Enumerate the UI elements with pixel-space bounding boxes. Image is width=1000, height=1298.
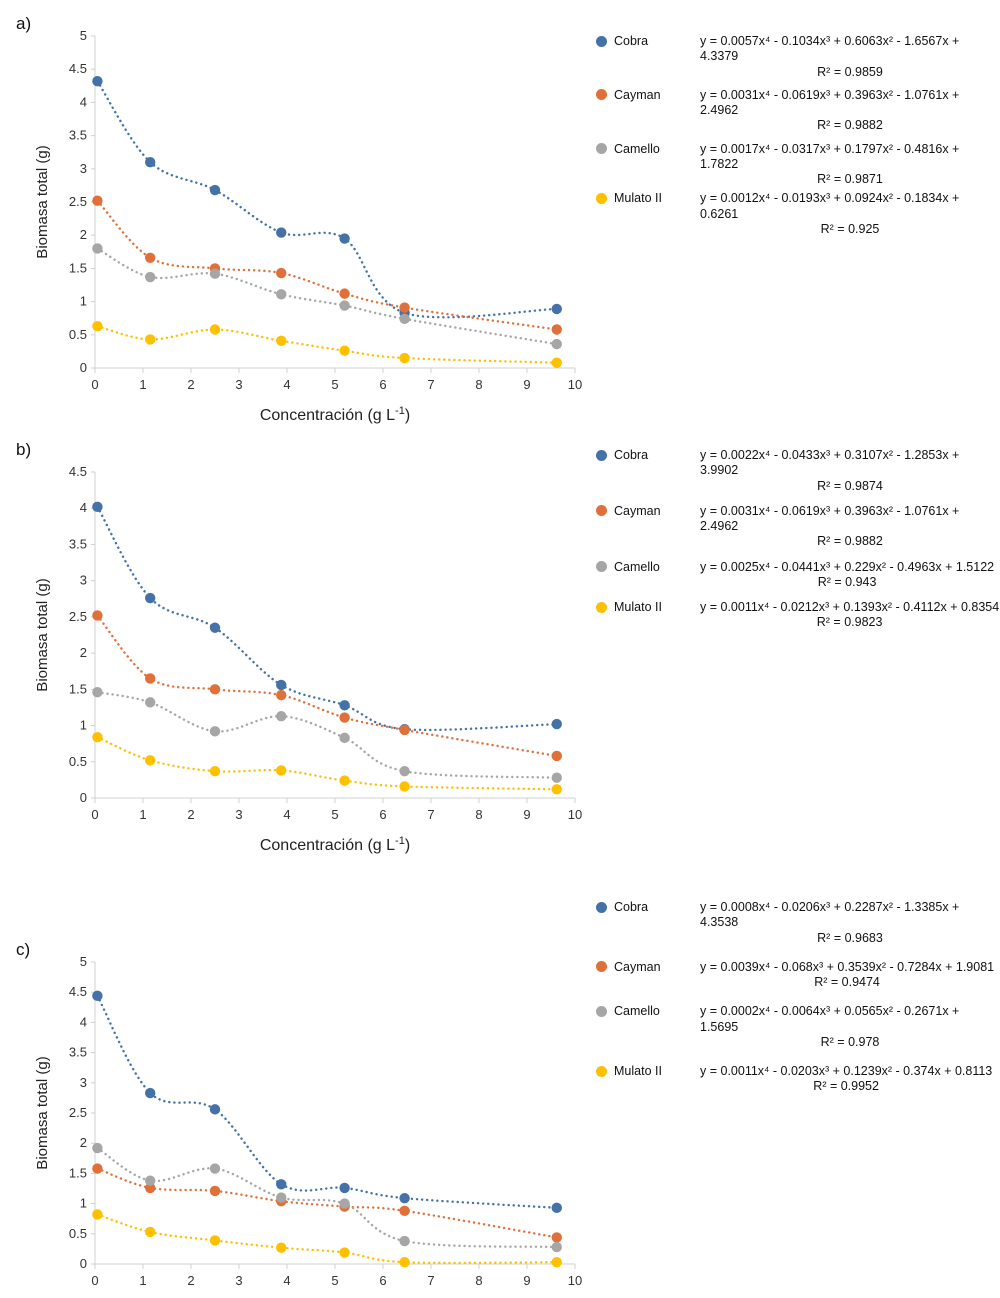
legend-equation-cobra: y = 0.0057x⁴ - 0.1034x³ + 0.6063x² - 1.6567x + 4.3379 R² = 0.9859 bbox=[700, 34, 960, 79]
data-point-cayman bbox=[339, 712, 349, 722]
legend-label-mulato: Mulato II bbox=[614, 191, 662, 206]
data-point-camello bbox=[339, 300, 349, 310]
legend-dot-cayman bbox=[596, 961, 607, 972]
legend-dot-camello bbox=[596, 561, 607, 572]
data-point-cobra bbox=[552, 1203, 562, 1213]
data-point-cayman bbox=[339, 288, 349, 298]
svg-text:3.5: 3.5 bbox=[68, 1044, 87, 1060]
legend-item bbox=[596, 191, 1000, 237]
data-point-cayman bbox=[210, 1186, 220, 1196]
data-point-cayman bbox=[399, 302, 409, 312]
svg-text:2.5: 2.5 bbox=[68, 608, 87, 624]
legend-equation-camello: y = 0.0002x⁴ - 0.0064x³ + 0.0565x² - 0.2671x + 1.5695 R² = 0.978 bbox=[700, 1004, 960, 1049]
svg-text:7: 7 bbox=[427, 1273, 435, 1288]
svg-text:9: 9 bbox=[523, 377, 531, 392]
svg-text:4: 4 bbox=[283, 807, 291, 822]
svg-text:1: 1 bbox=[79, 1195, 87, 1211]
panel-a-legend bbox=[596, 34, 1000, 241]
legend-label-cayman: Cayman bbox=[614, 503, 661, 518]
panel-b bbox=[0, 430, 1000, 860]
data-point-mulato-ii bbox=[92, 321, 102, 331]
legend-equation-cayman: y = 0.0039x⁴ - 0.068x³ + 0.3539x² - 0.7284x + 1.9081 R² = 0.9474 bbox=[700, 959, 995, 989]
svg-text:3: 3 bbox=[235, 1273, 243, 1288]
svg-text:3.5: 3.5 bbox=[68, 536, 87, 552]
svg-text:4: 4 bbox=[283, 1273, 291, 1288]
legend-dot-camello bbox=[596, 1006, 607, 1017]
svg-text:0: 0 bbox=[91, 377, 99, 392]
legend-label-cobra: Cobra bbox=[614, 34, 649, 48]
data-point-cobra bbox=[92, 76, 102, 86]
svg-text:4.5: 4.5 bbox=[68, 464, 87, 479]
data-point-cobra bbox=[276, 680, 286, 690]
data-point-camello bbox=[276, 711, 286, 721]
svg-text:6: 6 bbox=[379, 1273, 387, 1288]
data-point-mulato-ii bbox=[339, 775, 349, 785]
legend-equation-cobra: y = 0.0008x⁴ - 0.0206x³ + 0.2287x² - 1.3385x + 4.3538 R² = 0.9683 bbox=[700, 900, 960, 945]
legend-dot-cobra bbox=[596, 36, 607, 47]
legend-item bbox=[596, 448, 1000, 494]
legend-label-cayman: Cayman bbox=[614, 959, 661, 974]
data-point-camello bbox=[92, 1143, 102, 1153]
svg-text:8: 8 bbox=[475, 807, 483, 822]
svg-text:8: 8 bbox=[475, 1273, 483, 1288]
legend-label-mulato: Mulato II bbox=[614, 1064, 662, 1078]
svg-text:5: 5 bbox=[331, 807, 339, 822]
data-point-mulato-ii bbox=[552, 1257, 562, 1267]
data-point-cayman bbox=[552, 324, 562, 334]
trendline-cayman bbox=[97, 201, 556, 330]
svg-text:1.5: 1.5 bbox=[68, 1165, 87, 1181]
data-point-mulato-ii bbox=[276, 1242, 286, 1252]
svg-text:10: 10 bbox=[567, 807, 583, 822]
data-point-cobra bbox=[276, 227, 286, 237]
data-point-cayman bbox=[92, 610, 102, 620]
data-point-cayman bbox=[399, 725, 409, 735]
data-point-cobra bbox=[92, 502, 102, 512]
legend-label-cobra: Cobra bbox=[614, 900, 649, 914]
svg-text:5: 5 bbox=[331, 1273, 339, 1288]
legend-equation-camello: y = 0.0025x⁴ - 0.0441x³ + 0.229x² - 0.4963x + 1.5122 R² = 0.943 bbox=[700, 559, 995, 589]
trendline-mulato-ii bbox=[97, 1215, 556, 1263]
legend-item bbox=[596, 88, 1000, 134]
svg-text:0: 0 bbox=[79, 790, 87, 805]
legend-label-camello: Camello bbox=[614, 559, 660, 574]
legend-dot-cayman bbox=[596, 505, 607, 516]
svg-text:7: 7 bbox=[427, 377, 435, 392]
legend-dot-mulato bbox=[596, 1066, 607, 1077]
svg-text:10: 10 bbox=[567, 377, 583, 392]
svg-text:0: 0 bbox=[79, 360, 87, 375]
data-point-mulato-ii bbox=[399, 1257, 409, 1267]
data-point-cobra bbox=[339, 1183, 349, 1193]
data-point-mulato-ii bbox=[552, 784, 562, 794]
svg-text:2: 2 bbox=[79, 1135, 87, 1151]
legend-label-camello: Camello bbox=[614, 1004, 660, 1019]
data-point-cayman bbox=[210, 684, 220, 694]
svg-text:2.5: 2.5 bbox=[68, 194, 87, 209]
legend-item bbox=[596, 560, 1000, 591]
trendline-camello bbox=[97, 249, 556, 345]
trendline-camello bbox=[97, 692, 556, 778]
data-point-cayman bbox=[399, 1206, 409, 1216]
panel-c bbox=[0, 872, 1000, 1298]
svg-text:4: 4 bbox=[283, 377, 291, 392]
data-point-cayman bbox=[552, 751, 562, 761]
data-point-cobra bbox=[399, 1193, 409, 1203]
panel-b-label: b) bbox=[16, 440, 32, 459]
svg-text:0.5: 0.5 bbox=[68, 326, 87, 342]
data-point-mulato-ii bbox=[399, 781, 409, 791]
panel-c-legend bbox=[596, 900, 1000, 1099]
trendline-cobra bbox=[97, 81, 556, 317]
legend-equation-mulato: y = 0.0011x⁴ - 0.0203x³ + 0.1239x² - 0.374x + 0.8113 R² = 0.9952 bbox=[700, 1064, 993, 1094]
svg-text:0: 0 bbox=[91, 1273, 99, 1288]
data-point-cayman bbox=[276, 268, 286, 278]
data-point-camello bbox=[339, 733, 349, 743]
legend-dot-mulato bbox=[596, 602, 607, 613]
legend-equation-cayman: y = 0.0031x⁴ - 0.0619x³ + 0.3963x² - 1.0761x + 2.4962 R² = 0.9882 bbox=[700, 503, 960, 549]
data-point-cobra bbox=[210, 623, 220, 633]
data-point-mulato-ii bbox=[92, 1209, 102, 1219]
data-point-camello bbox=[276, 289, 286, 299]
data-point-camello bbox=[552, 773, 562, 783]
svg-text:1: 1 bbox=[139, 807, 147, 822]
svg-text:1: 1 bbox=[139, 1273, 147, 1288]
svg-text:10: 10 bbox=[567, 1273, 583, 1288]
svg-text:4.5: 4.5 bbox=[68, 61, 87, 77]
legend-equation-cayman: y = 0.0031x⁴ - 0.0619x³ + 0.3963x² - 1.0761x + 2.4962 R² = 0.9882 bbox=[700, 87, 960, 133]
panel-b-legend bbox=[596, 448, 1000, 635]
legend-item bbox=[596, 504, 1000, 550]
data-point-cayman bbox=[92, 195, 102, 205]
data-point-mulato-ii bbox=[552, 357, 562, 367]
data-point-mulato-ii bbox=[145, 334, 155, 344]
svg-text:4: 4 bbox=[79, 1014, 87, 1030]
legend-item bbox=[596, 600, 1000, 631]
data-point-camello bbox=[399, 766, 409, 776]
data-point-camello bbox=[145, 272, 155, 282]
data-point-mulato-ii bbox=[339, 346, 349, 356]
data-point-cobra bbox=[92, 991, 102, 1001]
data-point-cobra bbox=[145, 1088, 155, 1098]
legend-item bbox=[596, 1004, 1000, 1050]
data-point-camello bbox=[92, 243, 102, 253]
legend-item bbox=[596, 34, 1000, 80]
svg-text:4: 4 bbox=[79, 94, 87, 110]
svg-text:3: 3 bbox=[79, 160, 87, 176]
data-point-camello bbox=[145, 1175, 155, 1185]
data-point-mulato-ii bbox=[210, 1235, 220, 1245]
legend-label-cayman: Cayman bbox=[614, 87, 661, 102]
svg-text:5: 5 bbox=[79, 954, 87, 969]
trendline-mulato-ii bbox=[97, 326, 556, 363]
legend-item bbox=[596, 900, 1000, 946]
data-point-camello bbox=[552, 339, 562, 349]
data-point-cobra bbox=[210, 185, 220, 195]
svg-text:0.5: 0.5 bbox=[68, 1225, 87, 1241]
data-point-mulato-ii bbox=[145, 1227, 155, 1237]
data-point-cayman bbox=[145, 253, 155, 263]
svg-text:2: 2 bbox=[187, 1273, 195, 1288]
data-point-cobra bbox=[552, 719, 562, 729]
svg-text:3: 3 bbox=[79, 1074, 87, 1090]
data-point-camello bbox=[210, 269, 220, 279]
svg-text:0.5: 0.5 bbox=[68, 753, 87, 769]
svg-text:1: 1 bbox=[139, 377, 147, 392]
svg-text:3: 3 bbox=[235, 807, 243, 822]
svg-text:Biomasa total (g): Biomasa total (g) bbox=[34, 145, 51, 259]
svg-text:2: 2 bbox=[187, 377, 195, 392]
svg-text:Biomasa total (g): Biomasa total (g) bbox=[34, 578, 51, 692]
panel-c-label: c) bbox=[16, 940, 31, 959]
svg-text:Concentración (g L-1): Concentración (g $L^{-1}$) bbox=[259, 405, 411, 424]
svg-text:9: 9 bbox=[523, 1273, 531, 1288]
data-point-cobra bbox=[339, 233, 349, 243]
svg-text:9: 9 bbox=[523, 807, 531, 822]
svg-text:1: 1 bbox=[79, 293, 87, 309]
legend-item bbox=[596, 142, 1000, 188]
legend-dot-camello bbox=[596, 143, 607, 154]
legend-equation-mulato: y = 0.0011x⁴ - 0.0212x³ + 0.1393x² - 0.4112x + 0.8354 R² = 0.9823 bbox=[700, 600, 1000, 630]
svg-text:7: 7 bbox=[427, 807, 435, 822]
trendline-cobra bbox=[97, 996, 556, 1208]
data-point-cobra bbox=[210, 1104, 220, 1114]
data-point-camello bbox=[399, 1236, 409, 1246]
legend-equation-camello: y = 0.0017x⁴ - 0.0317x³ + 0.1797x² - 0.4816x + 1.7822 R² = 0.9871 bbox=[700, 141, 960, 186]
legend-dot-cayman bbox=[596, 89, 607, 100]
data-point-cobra bbox=[552, 304, 562, 314]
data-point-cobra bbox=[276, 1179, 286, 1189]
svg-text:5: 5 bbox=[331, 377, 339, 392]
data-point-cobra bbox=[145, 593, 155, 603]
svg-text:5: 5 bbox=[79, 28, 87, 43]
svg-text:6: 6 bbox=[379, 807, 387, 822]
legend-label-mulato: Mulato II bbox=[614, 600, 662, 614]
svg-text:2: 2 bbox=[79, 227, 87, 243]
svg-text:4: 4 bbox=[79, 500, 87, 516]
svg-text:2: 2 bbox=[187, 807, 195, 822]
data-point-cobra bbox=[145, 157, 155, 167]
svg-text:2: 2 bbox=[79, 645, 87, 661]
svg-text:Concentración (g L-1): Concentración (g $L^{-1}$) bbox=[259, 835, 411, 854]
data-point-cayman bbox=[276, 690, 286, 700]
data-point-camello bbox=[92, 687, 102, 697]
svg-text:6: 6 bbox=[379, 377, 387, 392]
data-point-mulato-ii bbox=[276, 765, 286, 775]
trendline-cayman bbox=[97, 615, 556, 756]
svg-text:0: 0 bbox=[79, 1256, 87, 1271]
svg-text:1.5: 1.5 bbox=[68, 681, 87, 697]
svg-text:4.5: 4.5 bbox=[68, 984, 87, 1000]
svg-text:3: 3 bbox=[235, 377, 243, 392]
data-point-camello bbox=[276, 1192, 286, 1202]
data-point-mulato-ii bbox=[399, 353, 409, 363]
data-point-cobra bbox=[339, 700, 349, 710]
data-point-cayman bbox=[552, 1232, 562, 1242]
data-point-camello bbox=[210, 1163, 220, 1173]
data-point-mulato-ii bbox=[92, 732, 102, 742]
data-point-mulato-ii bbox=[145, 755, 155, 765]
data-point-camello bbox=[339, 1198, 349, 1208]
legend-item bbox=[596, 960, 1000, 991]
panel-a-label: a) bbox=[16, 14, 32, 33]
data-point-cayman bbox=[92, 1163, 102, 1173]
svg-text:2.5: 2.5 bbox=[68, 1105, 87, 1120]
data-point-camello bbox=[210, 726, 220, 736]
data-point-camello bbox=[145, 697, 155, 707]
data-point-mulato-ii bbox=[276, 336, 286, 346]
legend-item bbox=[596, 1064, 1000, 1095]
svg-text:3: 3 bbox=[79, 572, 87, 588]
svg-text:3.5: 3.5 bbox=[68, 127, 87, 143]
svg-text:Biomasa total (g): Biomasa total (g) bbox=[34, 1056, 51, 1170]
legend-label-cobra: Cobra bbox=[614, 448, 649, 462]
legend-dot-cobra bbox=[596, 902, 607, 913]
data-point-camello bbox=[399, 314, 409, 324]
legend-equation-mulato: y = 0.0012x⁴ - 0.0193x³ + 0.0924x² - 0.1834x + 0.6261 R² = 0.925 bbox=[700, 191, 960, 236]
legend-dot-cobra bbox=[596, 450, 607, 461]
legend-label-camello: Camello bbox=[614, 141, 660, 156]
data-point-camello bbox=[552, 1242, 562, 1252]
data-point-cayman bbox=[145, 673, 155, 683]
svg-text:1.5: 1.5 bbox=[68, 260, 87, 276]
trendline-camello bbox=[97, 1148, 556, 1247]
svg-text:8: 8 bbox=[475, 377, 483, 392]
legend-dot-mulato bbox=[596, 193, 607, 204]
data-point-mulato-ii bbox=[210, 324, 220, 334]
legend-equation-cobra: y = 0.0022x⁴ - 0.0433x³ + 0.3107x² - 1.2853x + 3.9902 R² = 0.9874 bbox=[700, 448, 960, 493]
panel-a bbox=[0, 0, 1000, 430]
data-point-mulato-ii bbox=[339, 1247, 349, 1257]
trendline-cobra bbox=[97, 507, 556, 730]
svg-text:0: 0 bbox=[91, 807, 99, 822]
svg-text:1: 1 bbox=[79, 717, 87, 733]
data-point-mulato-ii bbox=[210, 766, 220, 776]
